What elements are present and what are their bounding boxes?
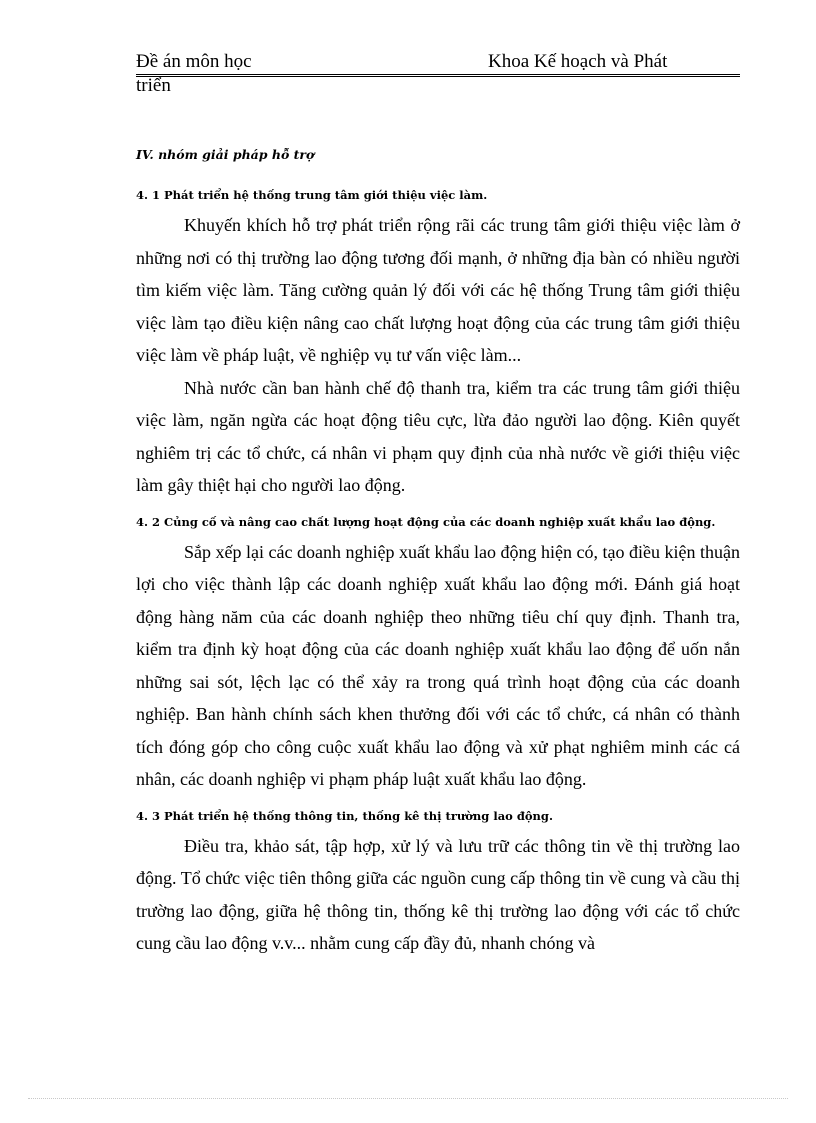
header-rule	[136, 76, 740, 77]
spacer	[136, 796, 740, 806]
subsection-heading-4-1: 4. 1 Phát triển hệ thống trung tâm giới thiệu việc làm.	[136, 188, 488, 202]
footer-divider	[28, 1098, 788, 1099]
paragraph: Sắp xếp lại các doanh nghiệp xuất khẩu lao động hiện có, tạo điều kiện thuận lợi cho việc thành lập các doanh nghiệp xuất khẩu lao động mới. Đánh giá hoạt động hàng năm của các doanh nghiệp theo những tiêu chí quy định. Thanh tra, kiểm tra định kỳ hoạt động của các doanh nghiệp xuất khẩu lao động để uốn nắn những sai sót, lệch lạc có thể xảy ra trong quá trình hoạt động của các doanh nghiệp. Ban hành chính sách khen thưởng đối với các tổ chức, cá nhân có thành tích đóng góp cho công cuộc xuất khẩu lao động và xử phạt nghiêm minh các cá nhân, các doanh nghiệp vi phạm pháp luật xuất khẩu lao động.	[136, 541, 740, 789]
paragraph: Nhà nước cần ban hành chế độ thanh tra, kiểm tra các trung tâm giới thiệu việc làm, ngăn ngừa các hoạt động tiêu cực, lừa đảo người lao động. Kiên quyết nghiêm trị các tổ chức, cá nhân vi phạm quy định của nhà nước về giới thiệu việc làm gây thiệt hại cho người lao động.	[136, 377, 740, 495]
paragraph: Khuyến khích hỗ trợ phát triển rộng rãi các trung tâm giới thiệu việc làm ở những nơi có thị trường lao động tương đối mạnh, ở những địa bàn có nhiều người tìm kiếm việc làm. Tăng cường quản lý đối với các hệ thống Trung tâm giới thiệu việc làm tạo điều kiện nâng cao chất lượng hoạt động của các trung tâm giới thiệu việc làm về pháp luật, về nghiệp vụ tư vấn việc làm...	[136, 215, 740, 365]
spacer	[136, 502, 740, 512]
header-faculty-continuation: triển	[136, 75, 171, 96]
header-faculty-name: Khoa Kế hoạch và Phát	[488, 51, 668, 72]
paragraph: Điều tra, khảo sát, tập hợp, xử lý và lưu trữ các thông tin về thị trường lao động. Tổ chức việc tiên thông giữa các nguồn cung cấp thông tin về cung và cầu thị trường lao động, giữa hệ thông tin, thống kê thị trường lao động với các tổ chức cung cầu lao động v.v... nhằm cung cấp đầy đủ, nhanh chóng và	[136, 835, 740, 953]
header-course-title: Đề án môn học	[136, 51, 252, 72]
subsection-heading-4-3: 4. 3 Phát triển hệ thống thông tin, thống kê thị trường lao động.	[136, 808, 553, 823]
header-line	[136, 50, 740, 75]
section-heading: IV. nhóm giải pháp hỗ trợ	[136, 147, 315, 162]
document-body	[136, 145, 740, 960]
page-header	[136, 50, 740, 96]
subsection-heading-4-2: 4. 2 Củng cố và nâng cao chất lượng hoạt động của các doanh nghiệp xuất khẩu lao động.	[136, 514, 716, 529]
